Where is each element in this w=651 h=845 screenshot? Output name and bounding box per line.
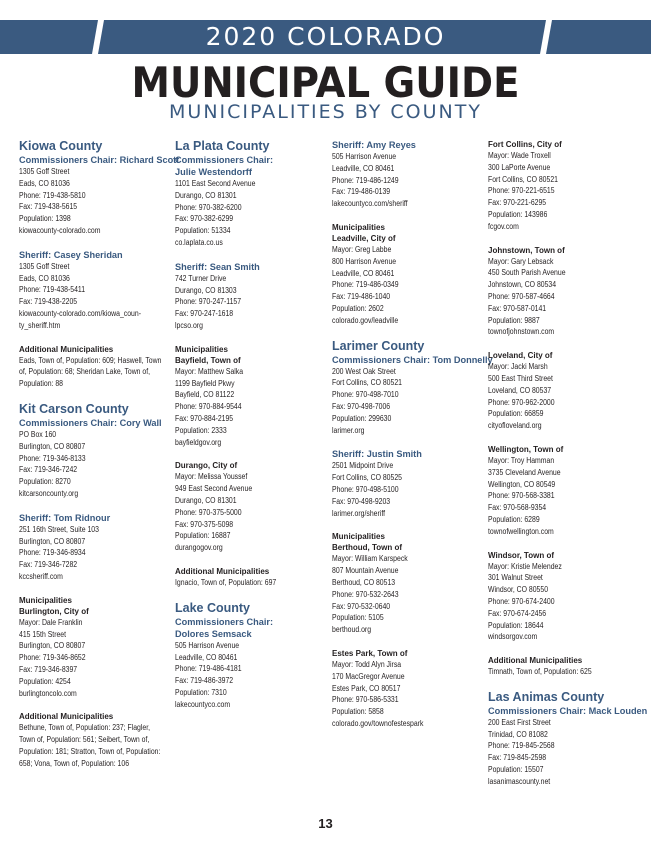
sheriff-heading: Sheriff: Casey Sheridan (19, 249, 123, 260)
sheriff-heading: Sheriff: Tom Ridnour (19, 512, 111, 523)
contact-line: Leadville, CO 80461 (332, 268, 395, 278)
contact-line: Phone: 719-486-0349 (332, 280, 399, 290)
contact-line: Mayor: Matthew Salka (175, 366, 244, 376)
contact-line: Phone: 719-346-8934 (19, 548, 86, 558)
contact-line: 1305 Goff Street (19, 167, 70, 176)
contact-line: 500 East Third Street (488, 373, 553, 383)
contact-line: Phone: 970-247-1157 (175, 297, 242, 307)
contact-line: Fax: 719-486-1040 (332, 292, 391, 302)
contact-line: Fax: 970-382-6299 (175, 214, 234, 224)
contact-block (488, 717, 638, 788)
sheriff-heading: Sheriff: Sean Smith (175, 261, 260, 272)
page-title: MUNICIPAL GUIDE (131, 58, 520, 107)
contact-block (488, 561, 638, 644)
section-label: Additional Municipalities (175, 566, 270, 576)
contact-line: Population: 51334 (175, 226, 231, 236)
website-link: kiowacounty-colorado.com (19, 225, 101, 235)
contact-line: Phone: 970-586-5331 (332, 695, 399, 705)
contact-line: Wellington, CO 80549 (488, 479, 556, 489)
contact-line: Estes Park, CO 80517 (332, 683, 401, 693)
contact-line: Population: 143986 (488, 209, 548, 219)
commissioners-chair: Commissioners Chair: (175, 616, 274, 627)
county-heading: Lake County (175, 600, 251, 615)
commissioners-chair: Commissioners Chair: Cory Wall (19, 417, 162, 428)
contact-line: Trinidad, CO 81082 (488, 729, 548, 739)
website-link: cityofloveland.org (488, 421, 542, 431)
contact-line: 2501 Midpoint Drive (332, 461, 394, 471)
contact-block (19, 722, 169, 769)
column-2 (175, 139, 325, 723)
contact-line: Mayor: Gary Lebsack (488, 256, 554, 266)
contact-line: Bethune, Town of, Population: 237; Flagler, (19, 723, 151, 733)
contact-line: Berthoud, CO 80513 (332, 577, 396, 587)
contact-line: colorado.gov/leadville (332, 315, 399, 325)
municipality-name: Bayfield, Town of (175, 355, 241, 365)
contact-line: Phone: 970-532-2643 (332, 589, 399, 599)
contact-line: Mayor: Troy Hamman (488, 455, 555, 465)
page-number: 13 (318, 816, 333, 831)
contact-block (19, 524, 169, 583)
contact-line: Fax: 970-498-7006 (332, 401, 391, 411)
contact-line: 301 Walnut Street (488, 573, 543, 583)
contact-line: Ignacio, Town of, Population: 697 (175, 577, 277, 587)
contact-block (332, 460, 482, 519)
contact-line: Fax: 719-438-2205 (19, 297, 78, 307)
website-link: larimer.org (332, 425, 365, 435)
contact-line: Phone: 970-674-2400 (488, 596, 555, 606)
county-heading: La Plata County (175, 139, 270, 153)
website-link: fcgov.com (488, 221, 519, 231)
contact-line: Mayor: Dale Franklin (19, 617, 83, 627)
section-label: Municipalities (175, 344, 228, 354)
contact-line: Population: 88 (19, 379, 63, 389)
contact-block (19, 166, 169, 237)
contact-line: Fax: 970-884-2195 (175, 413, 234, 423)
contact-block (175, 471, 325, 554)
contact-line: Mayor: Greg Labbe (332, 244, 392, 254)
commissioners-chair: Commissioners Chair: Richard Scott (19, 155, 180, 165)
commissioners-chair: Dolores Semsack (175, 628, 252, 639)
contact-line: 949 East Second Avenue (175, 484, 253, 494)
municipality-name: Leadville, City of (332, 233, 396, 243)
contact-line: of, Population: 68; Sheridan Lake, Town of, (19, 367, 151, 377)
contact-line: Fax: 719-346-7242 (19, 465, 78, 475)
contact-line: PO Box 160 (19, 429, 57, 439)
website-link: larimer.org/sheriff (332, 508, 386, 518)
contact-line: Fax: 970-498-9203 (332, 496, 391, 506)
contact-line: 415 15th Street (19, 629, 67, 639)
website-link: townofjohnstown.com (488, 327, 555, 337)
sheriff-heading: Sheriff: Justin Smith (332, 449, 422, 460)
contact-line: Population: 15507 (488, 765, 544, 775)
contact-line: 1101 East Second Avenue (175, 179, 256, 188)
contact-line: Eads, Town of, Population: 609; Haswell, Town (19, 355, 162, 365)
contact-line: Population: 181; Stratton, Town of, Population: (19, 746, 161, 756)
contact-line: Phone: 970-382-6200 (175, 202, 242, 212)
website-link: lpcso.org (175, 320, 203, 330)
contact-line: 251 16th Street, Suite 103 (19, 524, 99, 534)
contact-line: Timnath, Town of, Population: 625 (488, 667, 592, 677)
website-link: townofwellington.com (488, 526, 554, 536)
contact-line: 200 East First Street (488, 717, 551, 727)
contact-block (332, 151, 482, 210)
contact-line: Mayor: Wade Troxell (488, 151, 551, 160)
contact-line: Durango, CO 81301 (175, 495, 237, 505)
contact-block (332, 553, 482, 636)
contact-line: Fax: 719-486-3972 (175, 676, 234, 686)
contact-line: Phone: 970-498-5100 (332, 484, 399, 494)
contact-line: Burlington, CO 80807 (19, 641, 86, 651)
contact-line: Fort Collins, CO 80525 (332, 473, 402, 483)
contact-line: Loveland, CO 80537 (488, 385, 552, 395)
contact-line: 450 South Parish Avenue (488, 268, 566, 278)
contact-line: Phone: 719-486-1249 (332, 175, 399, 185)
contact-line: Mayor: Melissa Youssef (175, 472, 248, 482)
contact-line: 3735 Cleveland Avenue (488, 467, 561, 477)
contact-line: Durango, CO 81301 (175, 190, 237, 200)
contact-line: Fax: 719-845-2598 (488, 753, 547, 763)
contact-line: Fax: 970-587-0141 (488, 303, 547, 313)
contact-line: Fort Collins, CO 80521 (332, 378, 402, 388)
commissioners-chair: Commissioners Chair: Tom Donnelly (332, 354, 493, 365)
contact-line: Eads, CO 81036 (19, 178, 70, 188)
contact-line: 1199 Bayfield Pkwy (175, 378, 235, 388)
contact-block (19, 261, 169, 332)
contact-line: 800 Harrison Avenue (332, 256, 397, 266)
county-heading: Kit Carson County (19, 401, 129, 416)
municipality-name: Windsor, Town of (488, 550, 554, 560)
contact-line: Leadville, CO 80461 (175, 652, 238, 662)
website-link: kccsheriff.com (19, 571, 63, 581)
municipality-name: Durango, City of (175, 461, 238, 471)
contact-line: Fax: 719-438-5615 (19, 202, 78, 212)
contact-line: Population: 299630 (332, 413, 392, 423)
section-label: Additional Municipalities (19, 344, 114, 354)
contact-block (488, 150, 638, 233)
contact-line: Burlington, CO 80807 (19, 441, 86, 451)
contact-line: colorado.gov/townofestespark (332, 718, 424, 728)
section-label: Municipalities (332, 532, 385, 542)
contact-line: Eads, CO 81036 (19, 273, 70, 283)
contact-line: Population: 18644 (488, 620, 544, 630)
contact-line: Phone: 719-438-5411 (19, 285, 86, 295)
contact-line: Phone: 970-498-7010 (332, 390, 399, 400)
contact-line: Burlington, CO 80807 (19, 536, 86, 546)
contact-line: Mayor: William Karspeck (332, 554, 408, 564)
sheriff-heading: Sheriff: Amy Reyes (332, 140, 416, 150)
contact-line: 742 Turner Drive (175, 273, 227, 283)
contact-block (175, 366, 325, 449)
contact-line: Population: 8270 (19, 477, 71, 487)
contact-line: Population: 7310 (175, 687, 227, 697)
contact-line: Population: 5858 (332, 707, 384, 717)
website-link: lasanimascounty.net (488, 776, 551, 786)
municipality-name: Loveland, City of (488, 351, 553, 361)
contact-line: Mayor: Jacki Marsh (488, 362, 548, 372)
contact-line: Fax: 719-346-8397 (19, 664, 78, 674)
header-banner (0, 20, 651, 54)
contact-line: Durango, CO 81303 (175, 285, 237, 295)
contact-line: Phone: 970-568-3381 (488, 491, 555, 501)
contact-line: 505 Harrison Avenue (332, 152, 397, 161)
contact-line: Population: 2602 (332, 303, 384, 313)
contact-line: Population: 4254 (19, 676, 71, 686)
contact-line: Population: 66859 (488, 409, 544, 419)
contact-line: Leadville, CO 80461 (332, 163, 395, 173)
contact-block (332, 244, 482, 327)
column-3 (332, 139, 493, 742)
website-link: bayfieldgov.org (175, 437, 222, 447)
county-heading: Kiowa County (19, 139, 103, 153)
contact-line: Population: 6289 (488, 514, 540, 524)
contact-line: Mayor: Kristie Melendez (488, 561, 562, 571)
contact-line: Population: 5105 (332, 613, 384, 623)
website-link: windsorgov.com (488, 632, 538, 642)
contact-line: Phone: 970-587-4664 (488, 291, 555, 301)
contact-block (175, 273, 325, 332)
contact-block (19, 429, 169, 500)
contact-line: Population: 16887 (175, 531, 231, 541)
municipality-name: Johnstown, Town of (488, 245, 565, 255)
website-link: lakecountyco.com/sheriff (332, 199, 408, 209)
contact-line: Windsor, CO 80550 (488, 585, 549, 595)
contact-line: Fax: 719-346-7282 (19, 560, 78, 570)
county-heading: Las Animas County (488, 689, 605, 704)
contact-line: Phone: 719-438-5810 (19, 190, 86, 200)
contact-line: Fax: 719-486-0139 (332, 187, 391, 197)
section-label: Municipalities (332, 222, 385, 232)
contact-line: Phone: 719-346-8652 (19, 653, 86, 663)
contact-block (19, 355, 169, 390)
contact-line: Fax: 970-221-6295 (488, 198, 547, 208)
column-4 (488, 139, 648, 800)
contact-line: Population: 9887 (488, 315, 540, 325)
county-heading: Larimer County (332, 338, 425, 353)
contact-line: 1305 Goff Street (19, 261, 70, 271)
website-link: co.laplata.co.us (175, 237, 223, 247)
contact-line: 200 West Oak Street (332, 366, 396, 376)
section-label: Additional Municipalities (488, 656, 583, 666)
municipality-name: Estes Park, Town of (332, 648, 408, 658)
contact-line: Bayfield, CO 81122 (175, 390, 235, 400)
contact-line: Mayor: Todd Alyn Jirsa (332, 659, 402, 669)
contact-line: 505 Harrison Avenue (175, 640, 240, 650)
contact-line: Town of, Population: 561; Seibert, Town of, (19, 735, 150, 745)
contact-line: Phone: 719-346-8133 (19, 453, 86, 463)
section-label: Additional Municipalities (19, 712, 114, 722)
contact-line: 300 LaPorte Avenue (488, 162, 551, 172)
contact-line: Population: 2333 (175, 425, 227, 435)
contact-block (175, 577, 325, 589)
contact-line: Fort Collins, CO 80521 (488, 174, 558, 184)
contact-line: Fax: 970-247-1618 (175, 309, 234, 319)
contact-block (332, 366, 482, 437)
contact-line: Fax: 970-532-0640 (332, 601, 391, 611)
contact-line: Phone: 970-221-6515 (488, 186, 555, 196)
contact-line: Phone: 970-375-5000 (175, 507, 242, 517)
contact-line: Phone: 970-884-9544 (175, 402, 242, 412)
contact-block (175, 178, 325, 249)
website-link: kiowacounty-colorado.com/kiowa_coun- (19, 308, 141, 318)
contact-line: Population: 1398 (19, 214, 71, 224)
municipality-name: Wellington, Town of (488, 444, 564, 454)
website-link: lakecountyco.com (175, 699, 231, 709)
contact-line: Fax: 970-375-5098 (175, 519, 234, 529)
website-link: burlingtoncolo.com (19, 688, 77, 698)
municipality-name: Burlington, City of (19, 606, 89, 616)
contact-block (488, 256, 638, 339)
website-link: ty_sheriff.htm (19, 320, 61, 330)
section-label: Municipalities (19, 595, 72, 605)
contact-block (332, 659, 482, 730)
contact-line: Johnstown, CO 80534 (488, 280, 557, 290)
commissioners-chair: Julie Westendorff (175, 167, 252, 177)
municipality-name: Berthoud, Town of (332, 543, 403, 553)
contact-block (175, 640, 325, 711)
website-link: durangogov.org (175, 543, 223, 553)
contact-line: Phone: 719-486-4181 (175, 664, 242, 674)
contact-line: 170 MacGregor Avenue (332, 671, 405, 681)
contact-block (488, 455, 638, 538)
commissioners-chair: Commissioners Chair: (175, 155, 274, 165)
commissioners-chair: Commissioners Chair: Mack Louden (488, 705, 648, 716)
contact-line: 658; Vona, Town of, Population: 106 (19, 758, 130, 768)
page-subtitle: MUNICIPALITIES BY COUNTY (169, 101, 482, 123)
contact-block (19, 617, 169, 700)
column-1 (19, 139, 180, 781)
contact-line: Phone: 719-845-2568 (488, 741, 555, 751)
website-link: berthoud.org (332, 625, 372, 635)
contact-block (488, 361, 638, 432)
contact-line: 807 Mountain Avenue (332, 566, 399, 576)
municipality-name: Fort Collins, City of (488, 140, 562, 149)
contact-block (488, 666, 638, 678)
contact-line: Fax: 970-674-2456 (488, 608, 547, 618)
website-link: kitcarsoncounty.org (19, 488, 79, 498)
contact-line: Fax: 970-568-9354 (488, 503, 547, 513)
contact-line: Phone: 970-962-2000 (488, 397, 555, 407)
banner-title: 2020 COLORADO (205, 22, 446, 51)
